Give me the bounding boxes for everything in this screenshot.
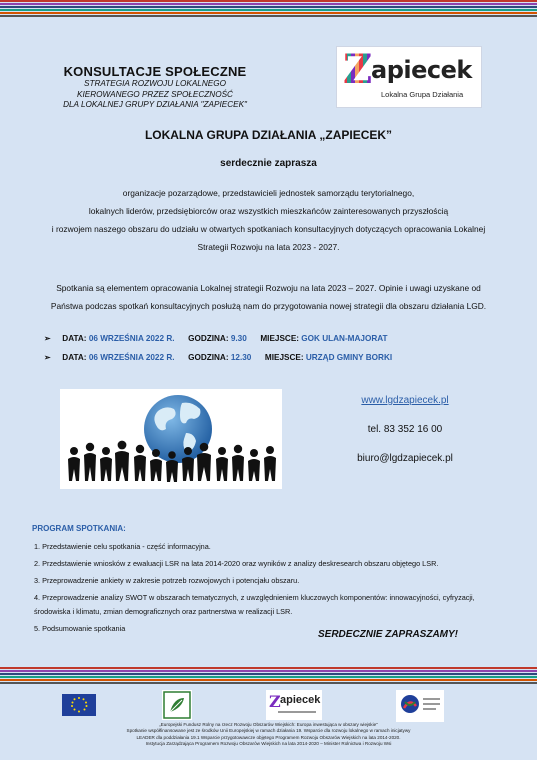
program-item: 4. Przeprowadzenie analizy SWOT w obszarach tematycznych, z uwzględnieniem kluczowych komponentów: innowacyjności, cyfryzacji, środowiska i klimatu, zmian demograficznych oraz partnerstwa w realizacji LSR. bbox=[34, 593, 475, 616]
time-label: GODZINA: bbox=[188, 334, 229, 343]
email-address: biuro@lgdzapiecek.pl bbox=[357, 453, 453, 464]
footer-line: Spotkanie współfinansowane jest ze środków Unii Europejskiej w ramach działania 19. Wsparcie dla rozwoju lokalnego w ramach inicjatywy bbox=[126, 728, 411, 734]
arrow-bullet-icon: ➢ bbox=[44, 334, 51, 343]
footer-logos bbox=[0, 690, 537, 722]
intro-paragraph bbox=[30, 184, 507, 256]
people-globe-illustration bbox=[60, 389, 282, 489]
footer-line: Instytucja Zarządzająca Programem Rozwoju Obszarów Wiejskich na lata 2014-2020 – Minister Rolnictwa i Rozwoju Wsi bbox=[145, 741, 392, 747]
meeting-place: URZĄD GMINY BORKI bbox=[305, 353, 393, 362]
website-link[interactable]: www.lgdzapiecek.pl bbox=[361, 395, 449, 406]
meeting-date: 06 WRZEŚNIA 2022 R. bbox=[88, 334, 175, 343]
leader-logo bbox=[162, 690, 192, 720]
logo-tagline: Lokalna Grupa Działania bbox=[381, 90, 464, 99]
date-label: DATA: bbox=[62, 334, 87, 343]
meeting-place: GOK ULAN-MAJORAT bbox=[301, 334, 388, 343]
time-label: GODZINA: bbox=[188, 353, 229, 362]
purpose-line: Państwa podczas spotkań konsultacyjnych posłużą nam do przygotowania nowej strategii dla obszaru działania LGD. bbox=[50, 301, 487, 311]
meeting-time: 12.30 bbox=[230, 353, 252, 362]
meeting-item bbox=[44, 333, 392, 352]
purpose-paragraph bbox=[30, 279, 507, 315]
prow-logo bbox=[396, 690, 444, 722]
place-label: MIEJSCE: bbox=[264, 353, 304, 362]
program-item: 2. Przedstawienie wniosków z ewaluacji LSR na lata 2014-2020 oraz wyników z analizy deskresearch obszaru objętego LSR. bbox=[34, 559, 439, 568]
intro-line: i rozwojem naszego obszaru do udziału w otwartych spotkaniach konsultacyjnych dotyczących opracowania Lokalnej bbox=[51, 224, 486, 234]
logo-word: apiecek bbox=[371, 56, 472, 84]
meeting-time: 9.30 bbox=[230, 334, 247, 343]
zapiecek-footer-logo: Z apiecek bbox=[266, 690, 322, 720]
footer-line: LEADER dla poddziałania 19.1 Wsparcie przygotowawcze objętego Programem Rozwoju Obszarów Wiejskich na lata 2014-2020. bbox=[136, 734, 401, 740]
program-item: 1. Przedstawienie celu spotkania - część informacyjna. bbox=[34, 542, 211, 551]
phone-number: tel. 83 352 16 00 bbox=[367, 424, 443, 435]
top-decorative-stripes bbox=[0, 0, 537, 18]
meeting-item bbox=[44, 352, 392, 371]
zapiecek-logo bbox=[336, 46, 482, 108]
header-subtitle-line: STRATEGIA ROZWOJU LOKALNEGO bbox=[84, 79, 226, 88]
footer-funding-text bbox=[40, 722, 497, 748]
meeting-date: 06 WRZEŚNIA 2022 R. bbox=[88, 353, 175, 362]
program-item: 5. Podsumowanie spotkania bbox=[34, 624, 126, 633]
header-subtitle-line: KIEROWANEGO PRZEZ SPOŁECZNOŚĆ bbox=[77, 89, 233, 99]
meeting-list bbox=[44, 333, 392, 371]
purpose-line: Spotkania są elementem opracowania Lokalnej strategii Rozwoju na lata 2023 – 2027. Opinie i uwagi uzyskane od bbox=[56, 283, 481, 293]
program-item: 3. Przeprowadzenie ankiety w zakresie potrzeb rozwojowych i potencjału obszaru. bbox=[34, 576, 300, 585]
date-label: DATA: bbox=[62, 353, 87, 362]
footer-line: „Europejski Fundusz Rolny na rzecz Rozwoju Obszarów Wiejskich: Europa inwestująca w obszary wiejskie" bbox=[159, 722, 378, 727]
contact-block bbox=[330, 386, 480, 473]
bottom-decorative-stripes bbox=[0, 667, 537, 685]
intro-line: Strategii Rozwoju na lata 2023 - 2027. bbox=[197, 242, 340, 252]
invite-line: serdecznie zaprasza bbox=[220, 158, 317, 169]
organization-title: LOKALNA GRUPA DZIAŁANIA „ZAPIECEK” bbox=[144, 128, 393, 142]
eu-flag-logo bbox=[62, 694, 96, 716]
header-block bbox=[40, 64, 270, 111]
footer-logo-word: apiecek bbox=[280, 694, 321, 706]
header-title: KONSULTACJE SPOŁECZNE bbox=[63, 64, 247, 79]
place-label: MIEJSCE: bbox=[260, 334, 300, 343]
logo-letter-z: Z bbox=[343, 46, 373, 93]
intro-line: lokalnych liderów, przedsiębiorców oraz wszystkich mieszkańców zainteresowanych przyszłością bbox=[88, 206, 449, 216]
meeting-program bbox=[32, 520, 502, 637]
closing-line: SERDECZNIE ZAPRASZAMY! bbox=[318, 629, 459, 640]
arrow-bullet-icon: ➢ bbox=[44, 353, 51, 362]
header-subtitle-line: DLA LOKALNEJ GRUPY DZIAŁANIA "ZAPIECEK" bbox=[63, 100, 247, 109]
program-heading: PROGRAM SPOTKANIA: bbox=[32, 524, 126, 533]
intro-line: organizacje pozarządowe, przedstawicieli jednostek samorządu terytorialnego, bbox=[122, 188, 415, 198]
